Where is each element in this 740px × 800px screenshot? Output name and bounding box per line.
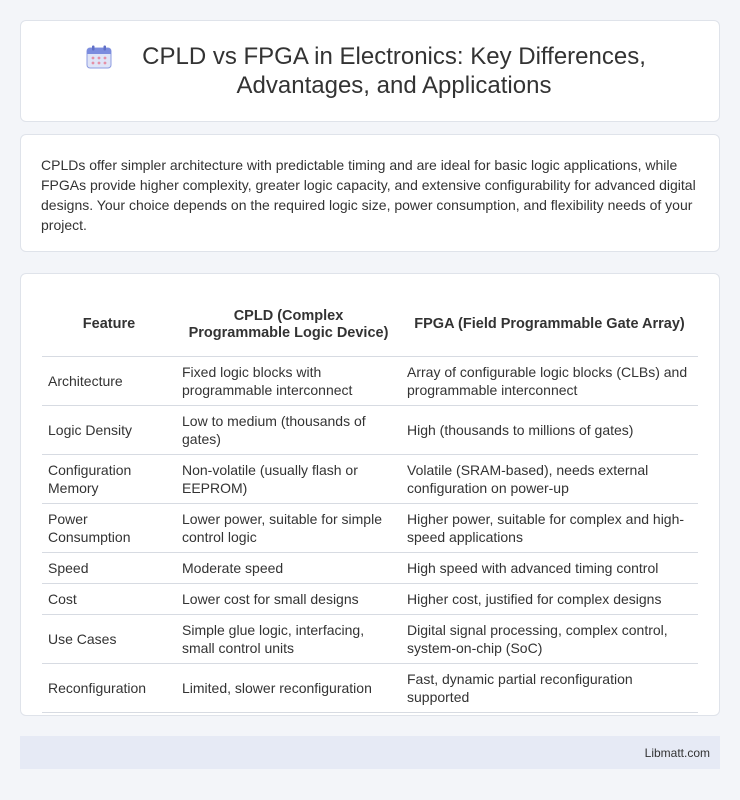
fpga-cell: Array of configurable logic blocks (CLBs) and programmable interconnect — [401, 356, 698, 405]
table-header-row — [42, 294, 698, 356]
fpga-cell: Higher power, suitable for complex and high-speed applications — [401, 503, 698, 552]
cpld-cell: Simple glue logic, interfacing, small control units — [176, 614, 401, 663]
table-row — [42, 405, 698, 454]
summary-card — [20, 134, 720, 252]
feature-cell: Configuration Memory — [42, 454, 176, 503]
feature-cell: Power Consumption — [42, 503, 176, 552]
header-fpga: FPGA (Field Programmable Gate Array) — [401, 294, 698, 356]
table-row — [42, 663, 698, 712]
table-row — [42, 552, 698, 583]
feature-cell: Speed — [42, 552, 176, 583]
fpga-cell: Higher cost, justified for complex designs — [401, 583, 698, 614]
cpld-cell: Lower power, suitable for simple control logic — [176, 503, 401, 552]
summary-text: CPLDs offer simpler architecture with predictable timing and are ideal for basic logic applications, while FPGAs provide higher complexity, greater logic capacity, and extensive configurability for advanced digital designs. Your choice depends on the required logic size, power consumption, and flexibility needs of your project. — [41, 157, 696, 233]
footer-site-link[interactable]: Libmatt.com — [644, 745, 710, 760]
page-title: CPLD vs FPGA in Electronics: Key Differences, Advantages, and Applications — [142, 43, 646, 99]
fpga-cell: High speed with advanced timing control — [401, 552, 698, 583]
comparison-table — [42, 294, 698, 713]
title-wrap — [86, 42, 654, 100]
feature-cell: Architecture — [42, 356, 176, 405]
feature-cell: Use Cases — [42, 614, 176, 663]
fpga-cell: High (thousands to millions of gates) — [401, 405, 698, 454]
header-feature: Feature — [42, 294, 176, 356]
fpga-cell: Digital signal processing, complex control, system-on-chip (SoC) — [401, 614, 698, 663]
fpga-cell: Fast, dynamic partial reconfiguration supported — [401, 663, 698, 712]
feature-cell: Reconfiguration — [42, 663, 176, 712]
table-row — [42, 454, 698, 503]
feature-cell: Cost — [42, 583, 176, 614]
table-row — [42, 503, 698, 552]
header-card — [20, 20, 720, 122]
feature-cell: Logic Density — [42, 405, 176, 454]
fpga-cell: Volatile (SRAM-based), needs external configuration on power-up — [401, 454, 698, 503]
footer-bar — [20, 736, 720, 769]
header-cpld: CPLD (Complex Programmable Logic Device) — [176, 294, 401, 356]
calendar-icon — [86, 45, 112, 69]
comparison-table-card — [20, 273, 720, 716]
cpld-cell: Low to medium (thousands of gates) — [176, 405, 401, 454]
cpld-cell: Moderate speed — [176, 552, 401, 583]
cpld-cell: Limited, slower reconfiguration — [176, 663, 401, 712]
cpld-cell: Lower cost for small designs — [176, 583, 401, 614]
cpld-cell: Non-volatile (usually flash or EEPROM) — [176, 454, 401, 503]
cpld-cell: Fixed logic blocks with programmable interconnect — [176, 356, 401, 405]
table-row — [42, 583, 698, 614]
table-row — [42, 356, 698, 405]
table-row — [42, 614, 698, 663]
